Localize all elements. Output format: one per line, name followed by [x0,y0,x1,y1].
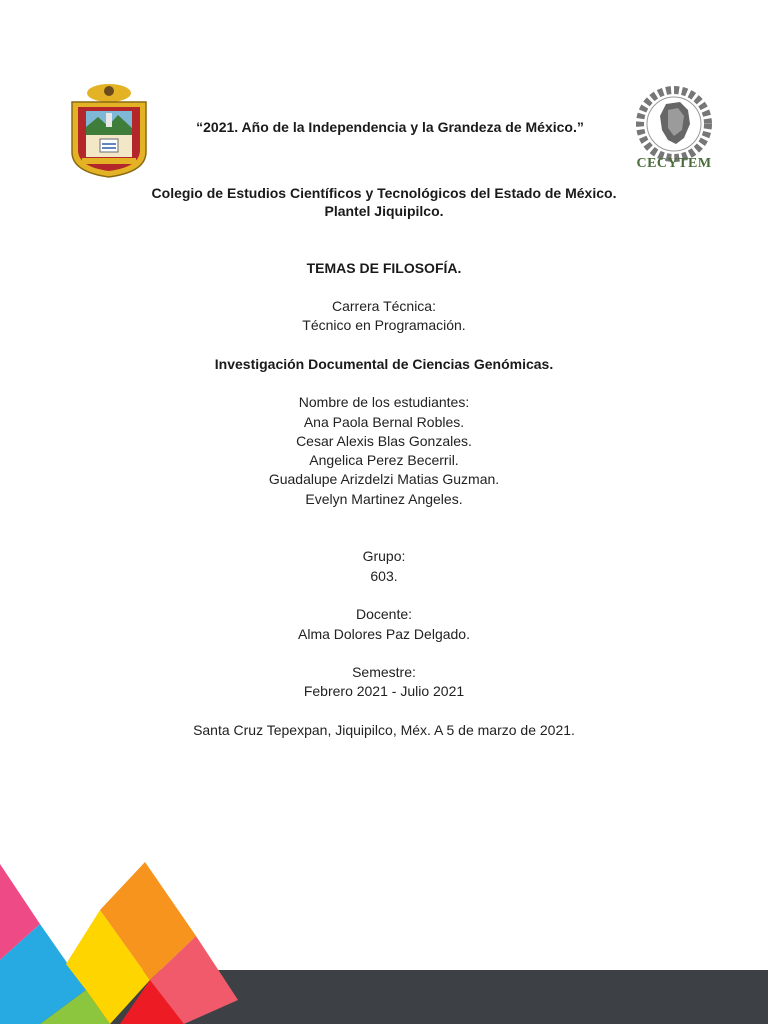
career-label: Carrera Técnica: [331,298,436,314]
institution-name: Colegio de Estudios Científicos y Tecnológicos del Estado de México. [151,185,617,201]
footer-triangles-decoration [0,840,260,1024]
career-value: Técnico en Programación. [302,317,466,333]
students-label: Nombre de los estudiantes: [298,394,470,410]
semester-label: Semestre: [352,664,416,680]
edomex-coat-of-arms-icon [62,82,156,178]
group-value: 603. [370,568,398,584]
work-title: Investigación Documental de Ciencias Genómicas. [214,356,554,372]
student-name: Angelica Perez Becerril. [309,452,459,468]
subject-title: TEMAS DE FILOSOFÍA. [306,260,462,276]
student-name: Evelyn Martinez Angeles. [305,491,463,507]
institution-campus: Plantel Jiquipilco. [324,203,444,219]
header-motto: “2021. Año de la Independencia y la Grandeza de México.” [196,119,584,135]
place-date: Santa Cruz Tepexpan, Jiquipilco, Méx. A 5 de marzo de 2021. [193,722,575,738]
student-name: Ana Paola Bernal Robles. [303,414,465,430]
cecytem-logo-text: CECYTEM [636,156,712,171]
teacher-value: Alma Dolores Paz Delgado. [298,626,470,642]
group-label: Grupo: [362,548,406,564]
teacher-label: Docente: [355,606,413,622]
student-name: Guadalupe Arizdelzi Matias Guzman. [268,471,500,487]
student-name: Cesar Alexis Blas Gonzales. [296,433,472,449]
semester-value: Febrero 2021 - Julio 2021 [303,683,465,699]
